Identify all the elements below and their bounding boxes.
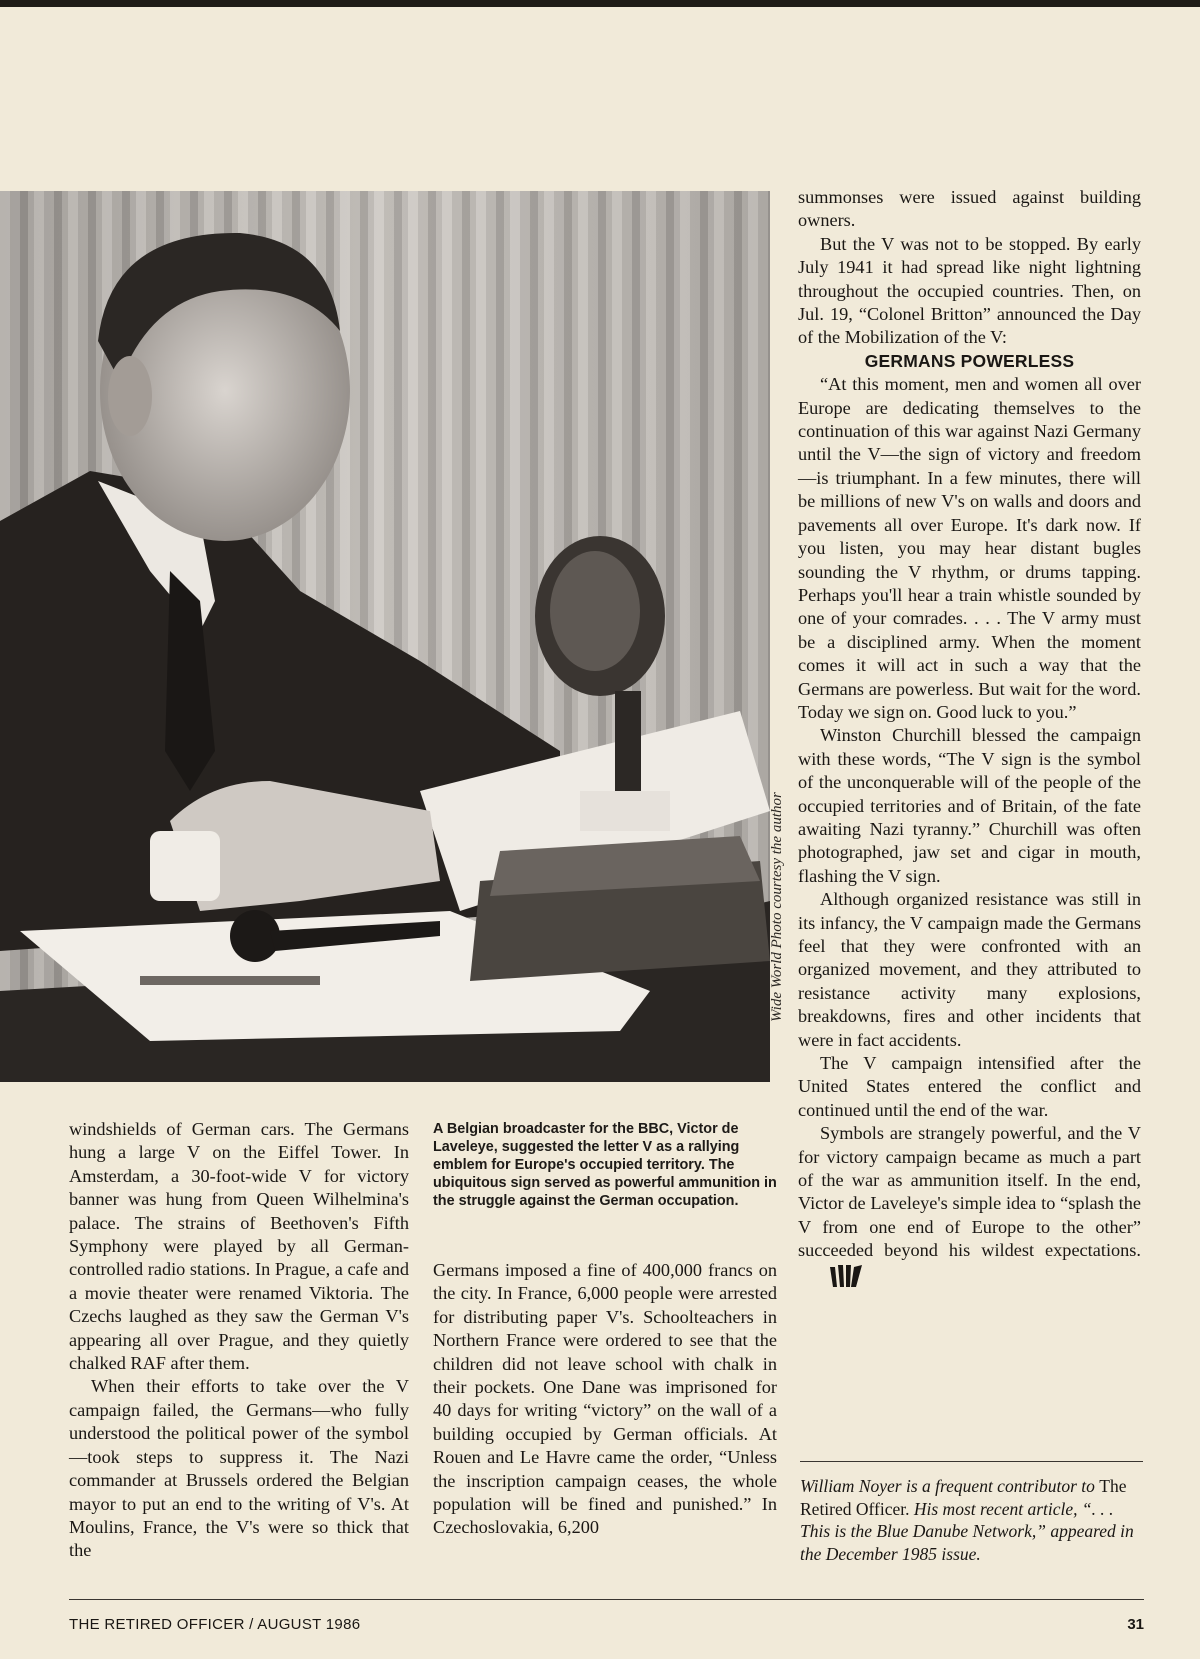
footer-divider bbox=[69, 1599, 1144, 1600]
page-number: 31 bbox=[1127, 1616, 1144, 1633]
bio-text: William Noyer is a frequent contributor to bbox=[800, 1476, 1100, 1496]
magazine-name: The Retired Officer. bbox=[800, 1476, 1127, 1519]
column-2 bbox=[433, 1259, 777, 1540]
footer-publication: THE RETIRED OFFICER / AUGUST 1986 bbox=[69, 1616, 361, 1633]
column-1 bbox=[69, 1118, 409, 1563]
bio-text: His most recent article, “. . . This is the Blue Danube Network,” appeared in the December 1985 issue. bbox=[800, 1498, 1134, 1564]
paragraph: summonses were issued against building owners. bbox=[798, 187, 1141, 231]
paragraph: windshields of German cars. The Germans hung a large V on the Eiffel Tower. In Amsterdam, a 30-foot-wide V for victory banner was hung from Queen Wilhelmina's palace. The strains of Beethoven's Fifth Symphony were played by all German-controlled radio stations. In Prague, a cafe and a movie theater were renamed Viktoria. The Czechs laughed as they saw the German V's appearing all over Prague, and they quietly chalked RAF after them. bbox=[69, 1119, 409, 1374]
photo-caption: A Belgian broadcaster for the BBC, Victor de Laveleye, suggested the letter V as a rallying emblem for Europe's occupied territory. The ubiquitous sign served as powerful ammunition in the struggle against the German occupation. bbox=[433, 1121, 777, 1209]
top-edge-bar bbox=[0, 0, 1200, 7]
paragraph-text: Symbols are strangely powerful, and the V for victory campaign became as much a part of the war as ammunition itself. In the end, Victor de Laveleye's simple idea to “splash the V from one end of Europe to the other” succeeded beyond his wildest expectations. bbox=[798, 1123, 1141, 1261]
paragraph: When their efforts to take over the V campaign failed, the Germans—who fully understood the political power of the symbol—took steps to suppress it. The Nazi commander at Brussels ordered the Belgian mayor to put an end to the writing of V's. At Moulins, France, the V's were so thick that the bbox=[69, 1376, 409, 1561]
paragraph: Winston Churchill blessed the campaign with these words, “The V sign is the symbol of the unconquerable will of the people of the occupied territories and of Britain, of the fate awaiting Nazi tyranny.” Churchill was often photographed, jaw set and cigar in mouth, flashing the V sign. bbox=[798, 725, 1141, 886]
column-3 bbox=[798, 186, 1141, 1297]
end-of-article-logo-icon bbox=[806, 1263, 864, 1297]
bio-divider bbox=[800, 1461, 1143, 1462]
author-bio bbox=[800, 1475, 1143, 1565]
paragraph-final bbox=[798, 1122, 1141, 1297]
paragraph: But the V was not to be stopped. By early July 1941 it had spread like night lightning throughout the occupied countries. Then, on Jul. 19, “Colonel Britton” announced the Day of the Mobilization of the V: bbox=[798, 233, 1141, 348]
paragraph: The V campaign intensified after the United States entered the conflict and continued until the end of the war. bbox=[798, 1053, 1141, 1120]
photo-credit: Wide World Photo courtesy the author bbox=[769, 792, 785, 1022]
section-subheading: GERMANS POWERLESS bbox=[864, 350, 1075, 371]
paragraph: Germans imposed a fine of 400,000 francs on the city. In France, 6,000 people were arrested for distributing paper V's. Schoolteachers in Northern France were ordered to see that the children did not leave school with chalk in their pockets. One Dane was imprisoned for 40 days for writing “victory” on the wall of a building occupied by German officials. At Rouen and Le Havre came the order, “Unless the inscription campaign ceases, the whole population will be fined and punished.” In Czechoslovakia, 6,200 bbox=[433, 1260, 777, 1538]
paragraph: Although organized resistance was still in its infancy, the V campaign made the Germans feel that they were confronted with an organized movement, and they attributed to resistance activity many explosions, breakdowns, fires and other incidents that were in fact accidents. bbox=[798, 889, 1141, 1050]
paragraph: “At this moment, men and women all over Europe are dedicating themselves to the continuation of this war against Nazi Germany until the V—the sign of victory and freedom—is triumphant. In a few minutes, there will be millions of new V's on walls and doors and pavements all over Europe. It's dark now. If you listen, you may hear distant bugles sounding the V rhythm, or drums tapping. Perhaps you'll hear a train whistle sounded by one of your comrades. . . . The V army must be a disciplined army. When the moment comes it will act in such a way that the Germans are powerless. But wait for the word. Today we sign on. Good luck to you.” bbox=[798, 374, 1141, 722]
photo-illustration bbox=[0, 191, 770, 1082]
photograph-broadcaster-at-microphone bbox=[0, 191, 770, 1082]
